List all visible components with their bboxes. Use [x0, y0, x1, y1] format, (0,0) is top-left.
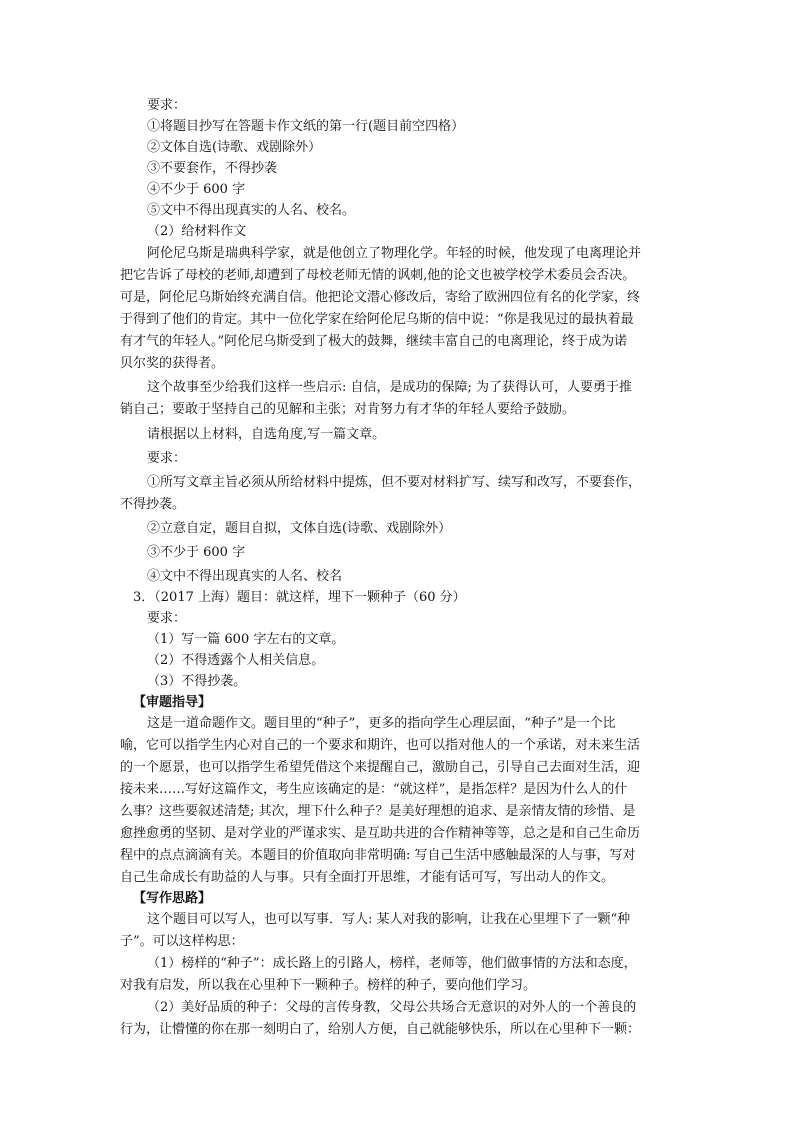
paragraph-line: 接未来……写好这篇作文，考生应该确定的是：“就这样”，是指怎样？是因为什么人的什: [120, 782, 628, 797]
paragraph-line: （2）美好品质的种子：父母的言传身教，父母公共场合无意识的对外人的一个善良的: [147, 1000, 637, 1015]
prompt-line: 请根据以上材料，自选角度,写一篇文章。: [147, 427, 386, 442]
requirements-label: 要求：: [147, 611, 187, 626]
text-line: （1）写一篇 600 字左右的文章。: [147, 632, 345, 647]
paragraph-line: 把它告诉了母校的老师,却遭到了母校老师无情的讽刺,他的论文也被学校学术委员会否决。: [120, 268, 636, 283]
requirements-label: 要求：: [147, 451, 187, 466]
paragraph-line: 这个题目可以写人，也可以写事．写人: 某人对我的影响，让我在心里埋下了一颗“种: [147, 912, 631, 927]
paragraph-line: 可是，阿伦尼乌斯始终充满自信。他把论文潜心修改后，寄给了欧洲四位有名的化学家，终: [120, 290, 641, 305]
section-heading: 【审题指导】: [133, 695, 212, 710]
paragraph-line: 阿伦尼乌斯是瑞典科学家，就是他创立了物理化学。年轻的时候，他发现了电离理论并: [147, 246, 642, 261]
paragraph-line: 程中的点点滴滴有关。本题目的价值取向非常明确: 写自己生活中感触最深的人与事，写对: [120, 848, 636, 863]
text-line: ⑤文中不得出现真实的人名、校名。: [147, 203, 356, 218]
text-line: （2）不得透露个人相关信息。: [147, 653, 325, 668]
section-heading: （2）给材料作文: [147, 224, 247, 239]
requirements-label: 要求：: [147, 98, 187, 113]
paragraph-line: 有才气的年轻人。”阿伦尼乌斯受到了极大的鼓舞，继续丰富自己的电离理论，终于成为诺: [120, 334, 628, 349]
text-line: ①所写文章主旨必须从所给材料中提炼，但不要对材料扩写、续写和改写，不要套作，: [147, 475, 642, 490]
text-line: ④文中不得出现真实的人名、校名: [147, 569, 343, 584]
paragraph-line: 的一个愿景，也可以指学生希望凭借这个来提醒自己，激励自己，引导自己去面对生活，迎: [120, 760, 641, 775]
paragraph-line: 对我有启发，所以我在心里种下一颗种子。榜样的种子，要向他们学习。: [120, 978, 537, 993]
section-heading: 【写作思路】: [133, 891, 212, 906]
text-line: ②立意自定，题目自拟，文体自选(诗歌、戏剧除外）: [147, 521, 452, 536]
paragraph-line: 这个故事至少给我们这样一些启示: 自信，是成功的保障; 为了获得认可，人要勇于推: [147, 380, 633, 395]
paragraph-line: 子”。可以这样构思：: [120, 934, 244, 949]
paragraph-line: 这是一道命题作文。题目里的“种子”，更多的指向学生心理层面，“种子”是一个比: [147, 716, 616, 731]
question-title: 3．（2017 上海）题目：就这样，埋下一颗种子（60 分）: [133, 590, 466, 605]
text-line: ③不少于 600 字: [147, 545, 246, 560]
text-line: ①将题目抄写在答题卡作文纸的第一行(题目前空四格）: [147, 119, 465, 134]
text-line: 不得抄袭。: [120, 497, 186, 512]
paragraph-line: 贝尔奖的获得者。: [120, 356, 225, 371]
paragraph-line: 行为，让懵懂的你在那一刻明白了，给别人方便，自己就能够快乐，所以在心里种下一颗：: [120, 1022, 641, 1037]
paragraph-line: 喻，它可以指学生内心对自己的一个要求和期许，也可以指对他人的一个承诺，对未来生活: [120, 738, 641, 753]
text-line: ④不少于 600 字: [147, 182, 246, 197]
text-line: （3）不得抄袭。: [147, 674, 247, 689]
paragraph-line: 么事？这些要叙述清楚; 其次，埋下什么种子？是美好理想的追求、是亲情友情的珍惜、是: [120, 804, 636, 819]
paragraph-line: （1）榜样的“种子”：成长路上的引路人，榜样，老师等，他们做事情的方法和态度，: [147, 956, 637, 971]
text-line: ③不要套作，不得抄袭: [147, 161, 278, 176]
paragraph-line: 自己生命成长有助益的人与事。只有全面打开思维，才能有话可写，写出动人的作文。: [120, 870, 615, 885]
paragraph-line: 于得到了他们的肯定。其中一位化学家在给阿伦尼乌斯的信中说：“你是我见过的最执着最: [120, 312, 634, 327]
paragraph-line: 愈挫愈勇的坚韧、是对学业的严谨求实、是互助共进的合作精神等等，总之是和自己生命历: [120, 826, 641, 841]
text-line: ②文体自选(诗歌、戏剧除外）: [147, 140, 322, 155]
paragraph-line: 销自己；要敢于坚持自己的见解和主张；对肯努力有才华的年轻人要给予鼓励。: [120, 402, 576, 417]
